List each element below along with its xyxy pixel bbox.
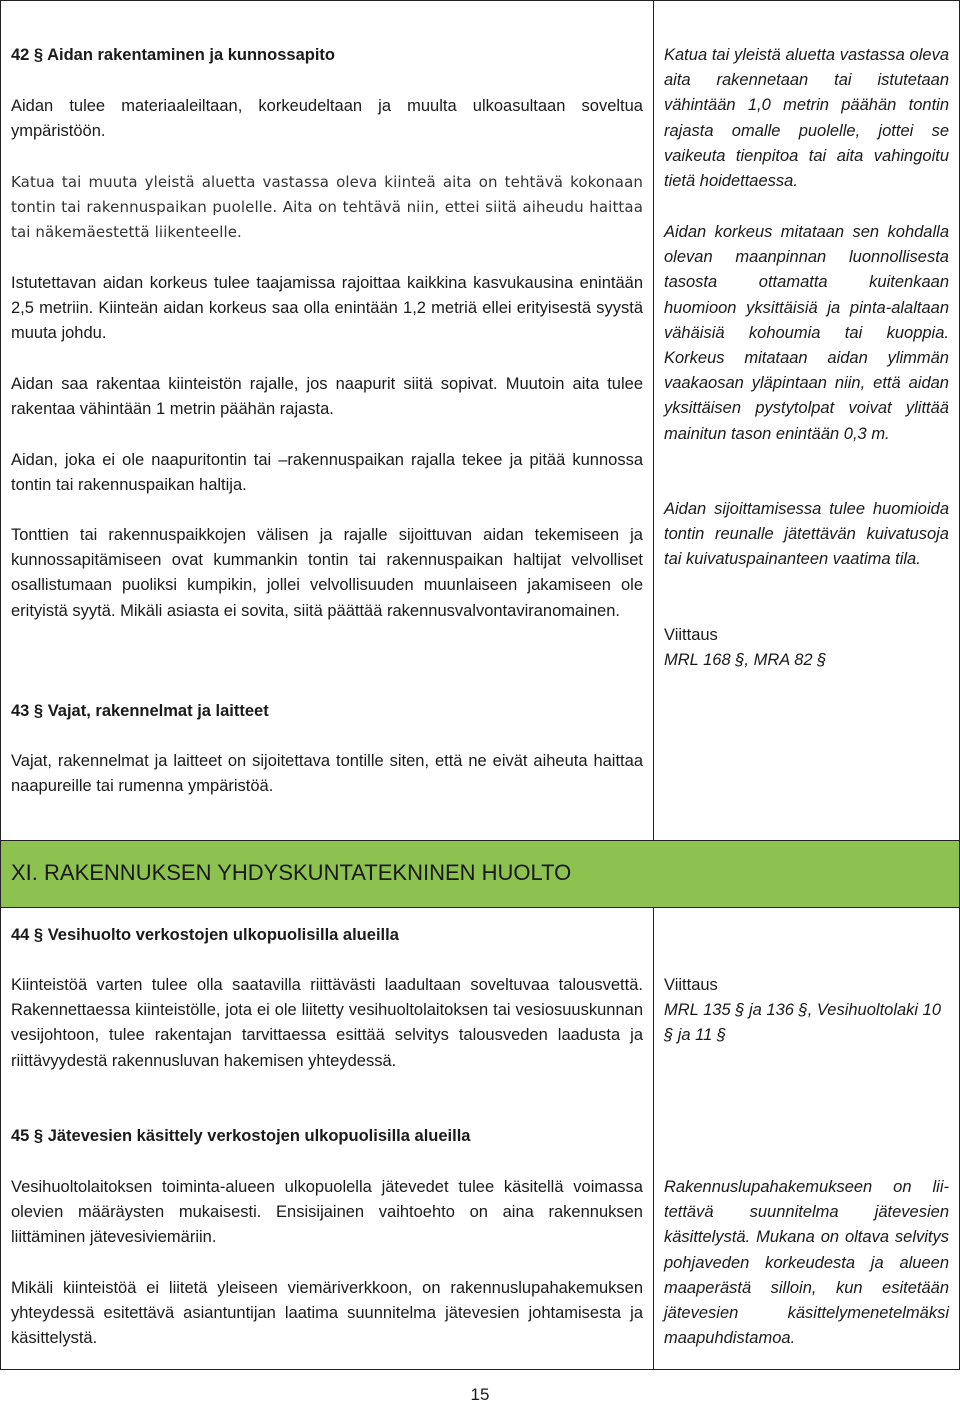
section-42-note-1: Katua tai yleistä aluetta vastassa oleva aita rakennetaan tai istutetaan vähintään 1,0 metrin päähän tontin rajasta omalle puolelle, jottei se vaikeuta tienpitoa tai aita vahingoitu tietä hoidettaessa.: [664, 46, 949, 191]
section-42-heading: 42 § Aidan rakentaminen ja kunnossapito: [11, 46, 335, 64]
section-42-paragraph-3: Istutettavan aidan korkeus tulee taajamissa rajoittaa kaikkina kasvukausina enintään 2,5 metriin. Kiinteän aidan korkeus saa olla enintään 1,2 metriä ellei erityisestä syystä muuta johdu.: [11, 274, 643, 343]
section-45-note-1: Rakennuslupahakemukseen on liitettävä suunnitelma jätevesien käsittelystä. Mukana on oltava selvitys pohjaveden korkeudesta ja alueen maaperästä silloin, kun esitetään jätevesien käsittelymenetelmäksi maapuhdistamoa.: [664, 1178, 949, 1348]
section-42-paragraph-4: Aidan saa rakentaa kiinteistön rajalle, jos naapurit siitä sopivat. Muutoin aita tulee rakentaa vähintään 1 metrin päähän rajasta.: [11, 375, 643, 419]
section-42-note-3: Aidan sijoittamisessa tulee huomioida tontin reunalle jätettävän kuivatusoja tai kuivatuspainanteen vaatima tila.: [664, 500, 949, 569]
section-42-reference-text: MRL 168 §, MRA 82 §: [664, 651, 827, 669]
section-45-paragraph-1: Vesihuoltolaitoksen toiminta-alueen ulkopuolella jätevedet tulee käsitellä voimassa olevien määräysten mukaisesti. Ensisijainen vaihtoehto on aina rakennuksen liittäminen jätevesiviemäriin.: [11, 1178, 643, 1247]
section-44-paragraph-1: Kiinteistöä varten tulee olla saatavilla riittävästi laadultaan soveltuvaa talousvettä. Rakennettaessa kiinteistölle, jota ei ole liitetty vesihuoltolaitoksen tai vesiosuuskunnan vesijohtoon, tulee rakentajan tarvittaessa esittää selvitys talousveden laadusta ja riittävyydestä rakennusluvan hakemisen yhteydessä.: [11, 976, 643, 1070]
section-45-paragraph-2: Mikäli kiinteistöä ei liitetä yleiseen viemäriverkkoon, on rakennuslupahakemuksen yhteydessä esitettävä asiantuntijan laatima suunnitelma jätevesien johtamisesta ja käsittelystä.: [11, 1279, 643, 1348]
column-divider-top: [653, 0, 654, 841]
section-42-paragraph-5: Aidan, joka ei ole naapuritontin tai –rakennuspaikan rajalla tekee ja pitää kunnossa tontin tai rakennuspaikan haltija.: [11, 451, 643, 495]
section-42-reference-label: Viittaus: [664, 626, 718, 644]
section-44-reference-text: MRL 135 § ja 136 §, Vesihuoltolaki 10 § ja 11 §: [664, 1001, 942, 1045]
section-44-heading: 44 § Vesihuolto verkostojen ulkopuolisilla alueilla: [11, 926, 399, 944]
row-divider-section-bottom: [0, 907, 960, 908]
chapter-title: XI. RAKENNUKSEN YHDYSKUNTATEKNINEN HUOLTO: [11, 860, 572, 885]
section-44-reference-label: Viittaus: [664, 976, 718, 994]
column-divider-bottom: [653, 907, 654, 1370]
page-number: 15: [470, 1385, 490, 1404]
section-45-heading: 45 § Jätevesien käsittely verkostojen ulkopuolisilla alueilla: [11, 1127, 471, 1145]
section-42-paragraph-1: Aidan tulee materiaaleiltaan, korkeudeltaan ja muulta ulkoasultaan soveltua ympäristöön.: [11, 97, 643, 141]
section-42-paragraph-6: Tonttien tai rakennuspaikkojen välisen ja rajalle sijoittuvan aidan tekemiseen ja kunnossapitämiseen ovat kummankin tontin tai rakennuspaikan haltijat velvolliset osallistumaan puoliksi kumpikin, jollei velvollisuuden muunlaiseen jakamiseen ole erityistä syytä. Mikäli asiasta ei sovita, siitä päättää rakennusvalvontaviranomainen.: [11, 526, 643, 620]
section-42-paragraph-2: Katua tai muuta yleistä aluetta vastassa oleva kiinteä aita on tehtävä kokonaan tontin tai rakennuspaikan puolelle. Aita on tehtävä niin, ettei siitä aiheudu haittaa tai näkemäestettä liikenteelle.: [11, 173, 643, 242]
section-42-note-2: Aidan korkeus mitataan sen kohdalla olevan maanpinnan luonnollisesta tasosta ottamatta kuitenkaan huomioon yksittäisiä ja pinta-alaltaan vähäisiä kohoumia tai kuoppia. Korkeus mitataan aidan ylimmän vaakaosan yläpintaan niin, että aidan yksittäisen pystytolpat voivat ylittää mainitun tason enintään 0,3 m.: [664, 223, 949, 443]
section-43-paragraph-1: Vajat, rakennelmat ja laitteet on sijoitettava tontille siten, että ne eivät aiheuta haittaa naapureille tai rumenna ympäristöä.: [11, 752, 643, 796]
section-43-heading: 43 § Vajat, rakennelmat ja laitteet: [11, 702, 269, 720]
